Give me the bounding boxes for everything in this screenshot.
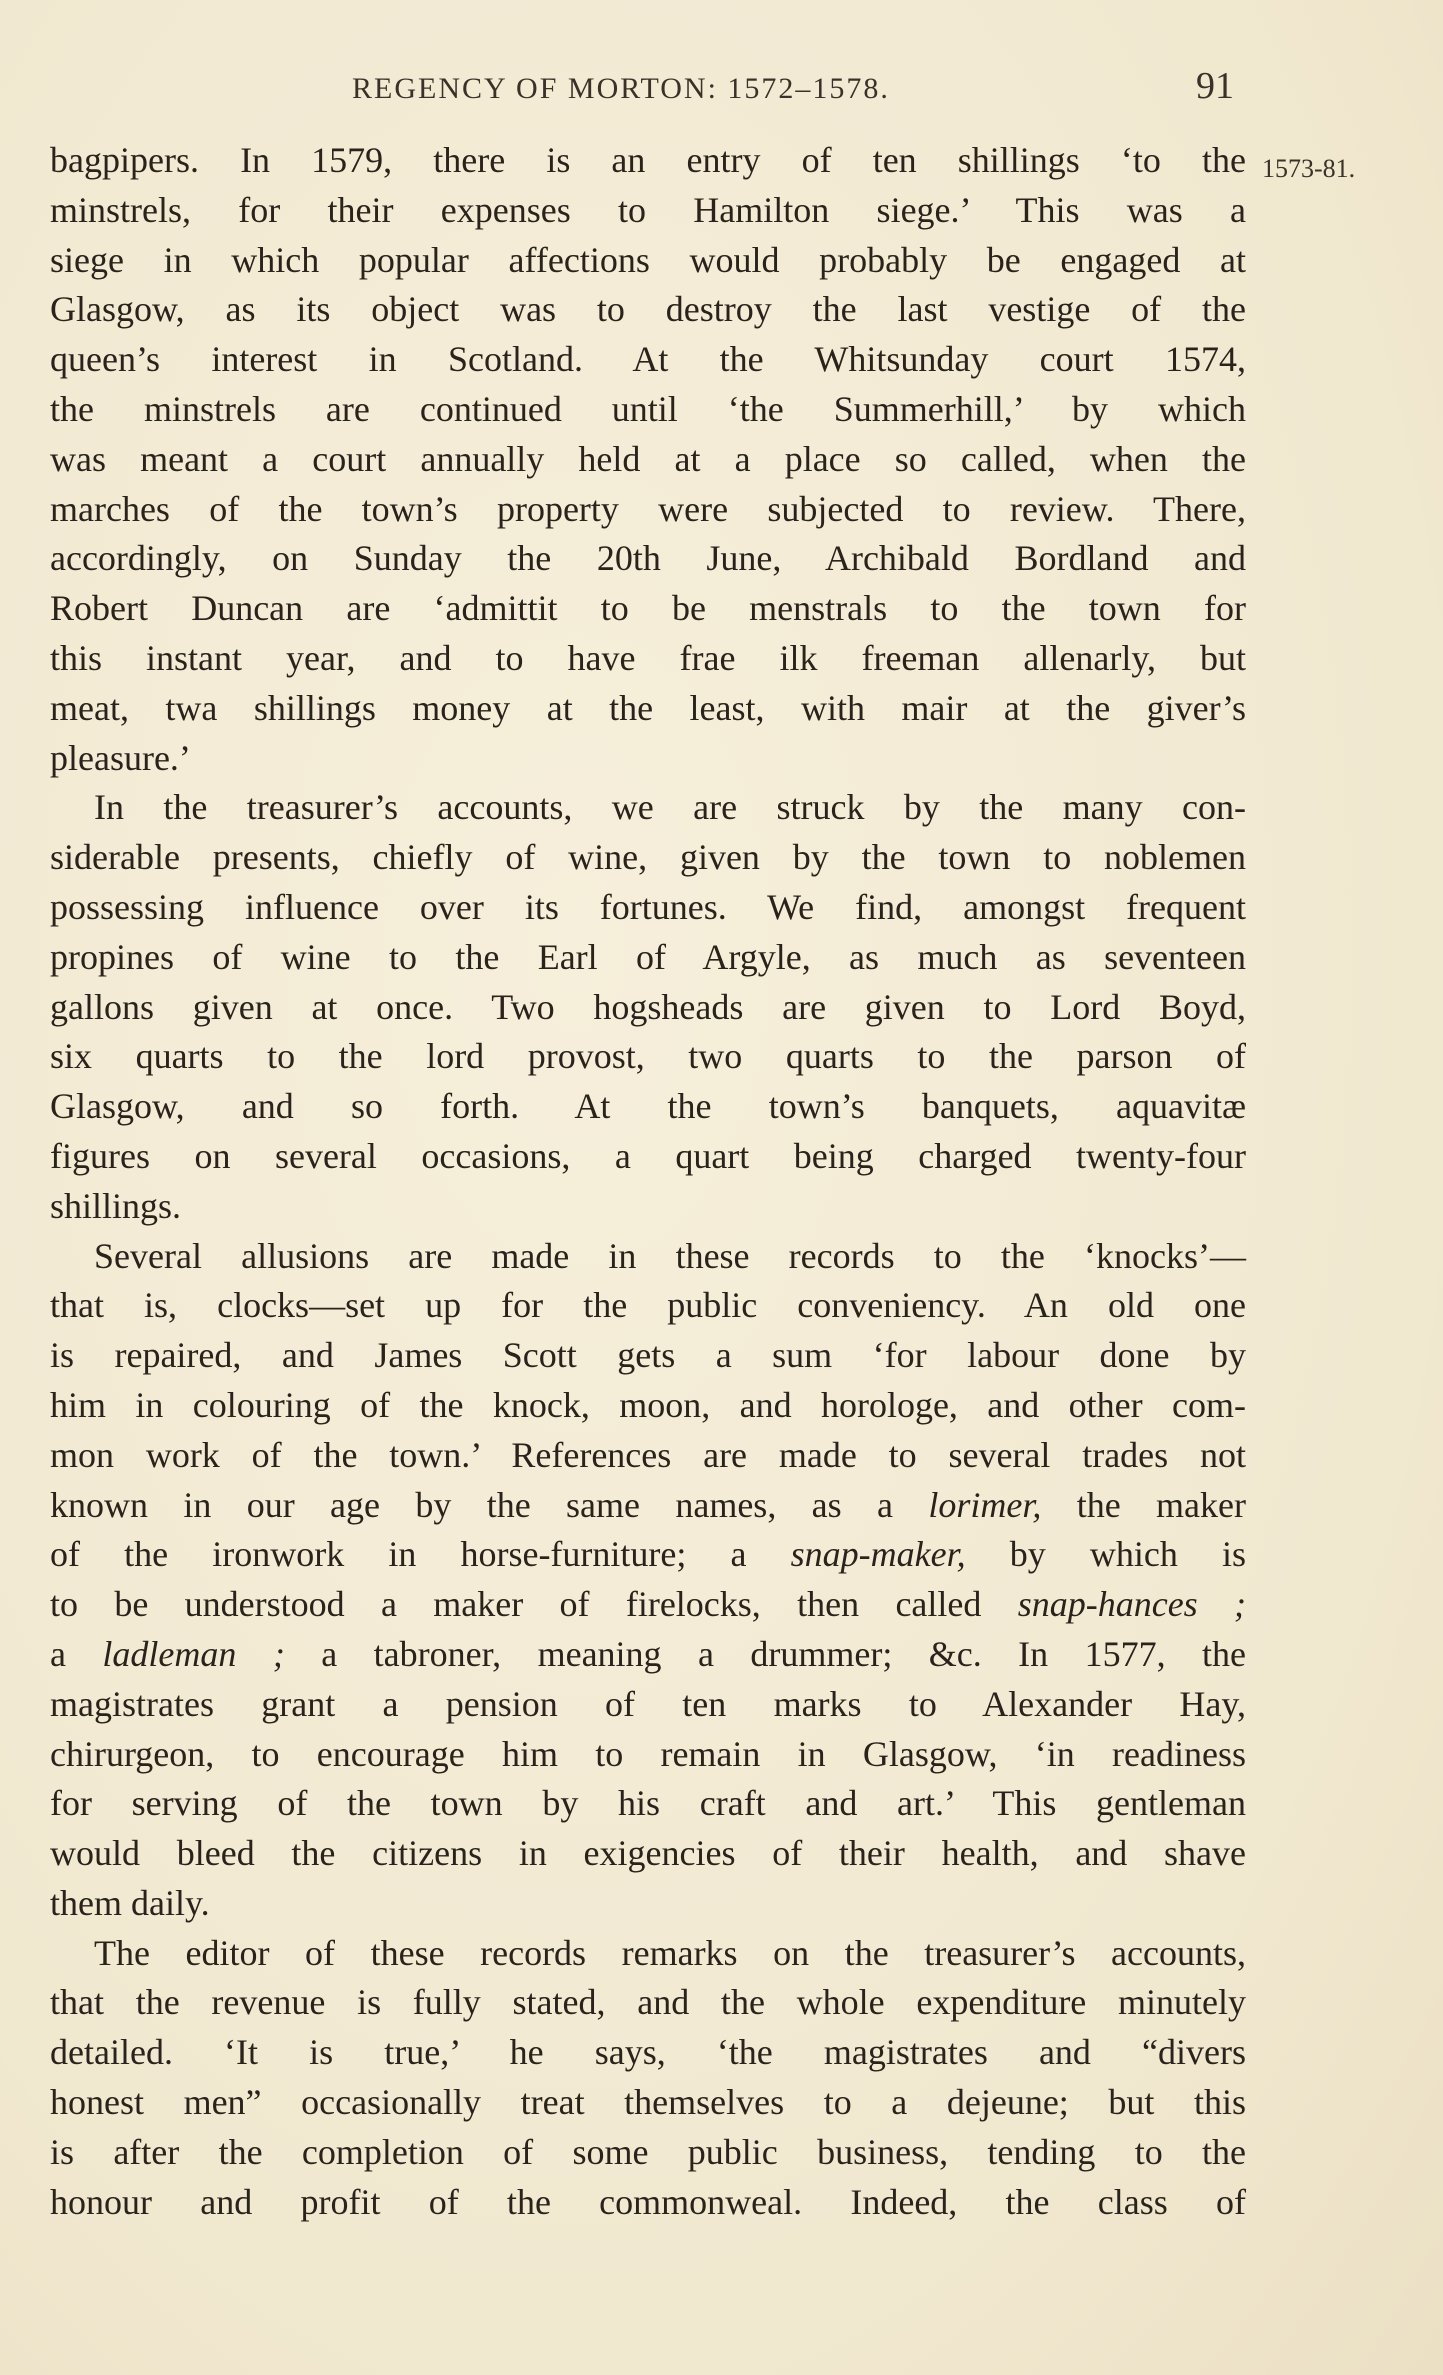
text-line (50, 1281, 1246, 1331)
text-line (50, 1232, 1246, 1282)
text-line (50, 1331, 1246, 1381)
text-segment: is repaired, and James Scott gets a sum ‘for labour done by (50, 1335, 1246, 1376)
text-segment: possessing influence over its fortunes. We find, amongst frequent (50, 886, 1246, 927)
text-line (50, 1032, 1246, 1082)
text-line (50, 684, 1246, 734)
text-segment: pleasure.’ (50, 737, 191, 778)
text-line (50, 1082, 1246, 1132)
text-segment: Several allusions are made in these records to the ‘knocks’— (94, 1235, 1246, 1276)
text-segment: Robert Duncan are ‘admittit to be menstrals to the town for (50, 588, 1246, 629)
text-segment: was meant a court annually held at a place so called, when the (50, 438, 1246, 479)
text-segment: siderable presents, chiefly of wine, given by the town to noblemen (50, 837, 1246, 878)
text-segment: for serving of the town by his craft and art.’ This gentleman (50, 1783, 1246, 1824)
text-line (50, 186, 1246, 236)
text-line (50, 335, 1246, 385)
text-line (50, 1879, 1246, 1929)
text-line (50, 435, 1246, 485)
body-text (50, 136, 1246, 2227)
text-line (50, 1630, 1246, 1680)
text-segment: them daily. (50, 1882, 210, 1923)
text-segment: propines of wine to the Earl of Argyle, as much as seventeen (50, 936, 1246, 977)
text-line (50, 2178, 1246, 2228)
text-segment: known in our age by the same names, as a (50, 1484, 929, 1525)
text-line (50, 2028, 1246, 2078)
text-line (50, 485, 1246, 535)
margin-date-note: 1573-81. (1262, 154, 1356, 183)
text-line (50, 1978, 1246, 2028)
text-line (50, 385, 1246, 435)
text-segment: by which is (965, 1534, 1246, 1575)
text-segment: of the ironwork in horse-furniture; a (50, 1534, 791, 1575)
text-line (50, 285, 1246, 335)
text-segment: Glasgow, and so forth. At the town’s banquets, aquavitæ (50, 1086, 1246, 1127)
text-line (50, 1779, 1246, 1829)
text-segment: shillings. (50, 1185, 182, 1226)
text-segment: the minstrels are continued until ‘the Summerhill,’ by which (50, 388, 1246, 429)
text-segment: would bleed the citizens in exigencies of their health, and shave (50, 1833, 1246, 1874)
text-line (50, 2128, 1246, 2178)
italic-term: ladleman ; (102, 1633, 285, 1674)
text-segment: meat, twa shillings money at the least, with mair at the giver’s (50, 687, 1246, 728)
text-line (50, 1481, 1246, 1531)
text-line (50, 136, 1246, 186)
text-segment: is after the completion of some public business, tending to the (50, 2131, 1246, 2172)
text-segment: accordingly, on Sunday the 20th June, Archibald Bordland and (50, 538, 1246, 579)
text-line (50, 2078, 1246, 2128)
text-segment: detailed. ‘It is true,’ he says, ‘the magistrates and “divers (50, 2032, 1246, 2073)
text-line (50, 1132, 1246, 1182)
text-segment: minstrels, for their expenses to Hamilton siege.’ This was a (50, 189, 1246, 230)
text-line (50, 1431, 1246, 1481)
text-segment: to be understood a maker of firelocks, then called (50, 1584, 1018, 1625)
text-segment: a tabroner, meaning a drummer; &c. In 1577, the (284, 1633, 1247, 1674)
text-segment: the maker (1041, 1484, 1246, 1525)
text-segment: that is, clocks—set up for the public conveniency. An old one (50, 1285, 1246, 1326)
running-title: REGENCY OF MORTON: 1572–1578. (352, 72, 890, 105)
text-segment: siege in which popular affections would probably be engaged at (50, 239, 1246, 280)
text-segment: The editor of these records remarks on the treasurer’s accounts, (94, 1932, 1246, 1973)
text-segment: a (50, 1633, 103, 1674)
text-segment: bagpipers. In 1579, there is an entry of ten shillings ‘to the (50, 140, 1246, 180)
text-line (50, 734, 1246, 784)
text-line (50, 783, 1246, 833)
text-segment: six quarts to the lord provost, two quarts to the parson of (50, 1036, 1246, 1077)
text-segment: that the revenue is fully stated, and the whole expenditure minutely (50, 1982, 1246, 2023)
text-segment: In the treasurer’s accounts, we are struck by the many con- (94, 787, 1246, 828)
text-segment: magistrates grant a pension of ten marks to Alexander Hay, (50, 1683, 1246, 1724)
text-line (50, 1182, 1246, 1232)
text-line (50, 1530, 1246, 1580)
text-line (50, 833, 1246, 883)
text-line (50, 584, 1246, 634)
italic-term: snap-hances ; (1017, 1584, 1247, 1625)
text-line (50, 983, 1246, 1033)
italic-term: snap-maker, (790, 1534, 966, 1575)
text-segment: queen’s interest in Scotland. At the Whitsunday court 1574, (50, 339, 1246, 380)
text-segment: gallons given at once. Two hogsheads are given to Lord Boyd, (50, 986, 1246, 1027)
text-line (50, 933, 1246, 983)
text-line (50, 883, 1246, 933)
text-segment: Glasgow, as its object was to destroy the last vestige of the (50, 289, 1246, 330)
text-line (50, 1580, 1246, 1630)
text-line (50, 1680, 1246, 1730)
text-segment: honest men” occasionally treat themselves to a dejeune; but this (50, 2082, 1246, 2123)
text-line (50, 1929, 1246, 1979)
text-line (50, 1381, 1246, 1431)
italic-term: lorimer, (928, 1484, 1042, 1525)
text-line (50, 634, 1246, 684)
text-segment: him in colouring of the knock, moon, and horologe, and other com- (50, 1384, 1246, 1425)
text-segment: honour and profit of the commonweal. Indeed, the class of (50, 2181, 1246, 2222)
text-line (50, 534, 1246, 584)
text-line (50, 236, 1246, 286)
text-segment: this instant year, and to have frae ilk freeman allenarly, but (50, 637, 1246, 678)
page-number: 91 (1196, 65, 1234, 107)
text-segment: mon work of the town.’ References are made to several trades not (50, 1434, 1246, 1475)
text-line (50, 1829, 1246, 1879)
text-line (50, 1730, 1246, 1780)
text-segment: marches of the town’s property were subjected to review. There, (50, 488, 1246, 529)
text-segment: chirurgeon, to encourage him to remain in Glasgow, ‘in readiness (50, 1733, 1246, 1774)
text-segment: figures on several occasions, a quart being charged twenty-four (50, 1135, 1246, 1176)
